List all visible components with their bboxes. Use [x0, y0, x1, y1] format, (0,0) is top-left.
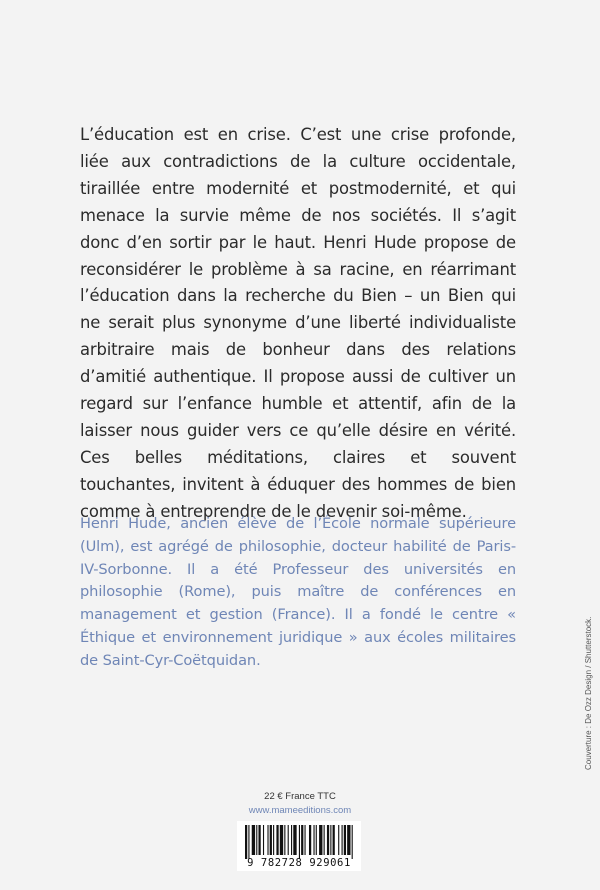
barcode-bars	[245, 825, 355, 859]
barcode-bar	[301, 825, 303, 855]
barcode-bar	[267, 825, 268, 855]
publisher-website: www.mameeditions.com	[248, 805, 352, 816]
book-description: L’éducation est en crise. C’est une crise profonde, liée aux contradictions de la culture occidentale, tiraillée entre modernité et postmodernité, et qui menace la survie même de nos sociétés. Il s’agit donc d’en sortir par le haut. Henri Hude propose de reconsidérer le problème à sa racine, en réarrimant l’éducation dans la recherche du Bien – un Bien qui ne serait plus synonyme d’une liberté individualiste arbitraire mais de bonheur dans des relations d’amitié authentique. Il propose aussi de cultiver un regard sur l’enfance humble et attentif, afin de la laisser nous guider vers ce qu’elle désire en vérité. Ces belles méditations, claires et souvent touchantes, invitent à éduquer des hommes de bien comme à entreprendre de le devenir soi-même.	[80, 125, 516, 521]
barcode-bar	[280, 825, 283, 855]
barcode-bar	[293, 825, 296, 855]
author-biography: Henri Hude, ancien élève de l’École normale supérieure (Ulm), est agrégé de philosophie, docteur habilité de Paris-IV-Sorbonne. Il a été Professeur des universités en philosophie (Rome), puis maître de conférences en management et gestion (France). Il a fondé le centre « Éthique et environnement juridique » aux écoles militaires de Saint-Cyr-Coëtquidan.	[80, 515, 516, 669]
barcode-bar	[284, 825, 285, 855]
barcode-bar	[309, 825, 311, 855]
barcode-bar	[276, 825, 278, 855]
barcode-bar	[270, 825, 272, 855]
barcode-bar	[304, 825, 305, 855]
barcode-bar	[347, 825, 350, 855]
barcode-bar	[291, 825, 292, 855]
isbn-barcode	[237, 821, 361, 871]
barcode-bar	[330, 825, 331, 855]
barcode-bar	[342, 825, 343, 855]
price-label: 22 € France TTC	[264, 791, 336, 802]
barcode-bar	[256, 825, 257, 855]
barcode-bar	[263, 825, 264, 855]
barcode-bar	[327, 825, 329, 855]
barcode-bar	[299, 825, 300, 859]
barcode-bar	[324, 825, 325, 855]
barcode-bar	[333, 825, 335, 855]
barcode-bar	[352, 825, 353, 859]
barcode-bar	[248, 825, 249, 859]
barcode-bar	[245, 825, 247, 859]
barcode-bar	[288, 825, 289, 855]
barcode-bar	[316, 825, 317, 855]
barcode-bar	[313, 825, 314, 855]
barcode-bar	[252, 825, 255, 855]
cover-credit: Couverture : De Ozz Design / Shutterstock.	[584, 616, 593, 770]
barcode-bar	[344, 825, 346, 855]
barcode-bar	[319, 825, 322, 855]
barcode-bar	[338, 825, 339, 855]
isbn-number: 9 782728 929061	[247, 857, 351, 869]
barcode-bar	[273, 825, 274, 855]
barcode-bar	[258, 825, 260, 855]
